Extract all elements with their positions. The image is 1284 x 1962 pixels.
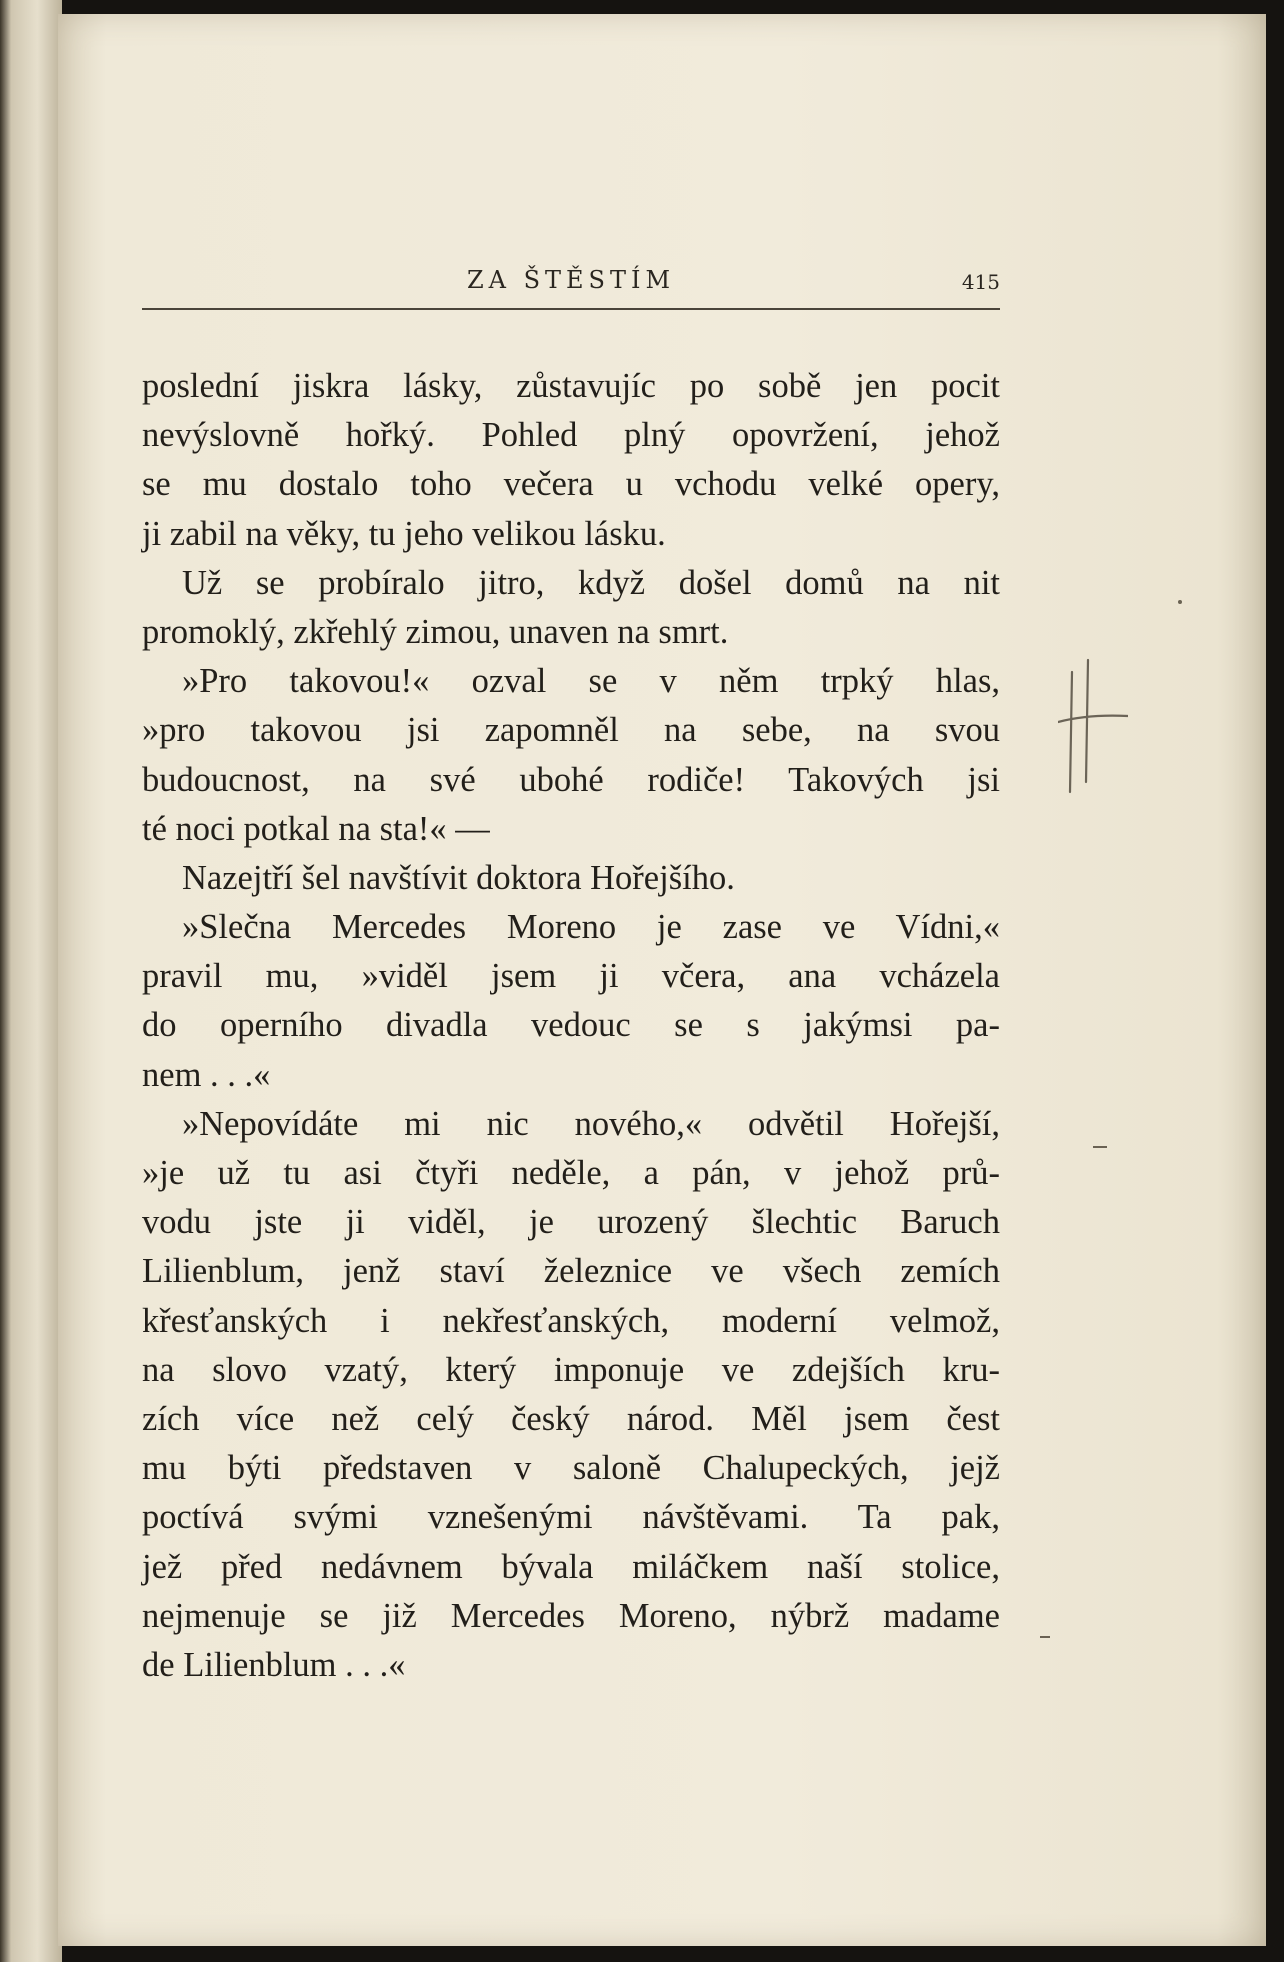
text-line: vodu jste ji viděl, je urozený šlechtic Baruch [142,1203,1000,1242]
text-line: »pro takovou jsi zapomněl na sebe, na svou [142,711,1000,750]
text-line: zích více než celý český národ. Měl jsem čest [142,1399,1000,1438]
text-line: de Lilienblum . . .« [142,1645,406,1684]
text-line: se mu dostalo toho večera u vchodu velké opery, [142,465,1000,504]
text-line: do operního divadla vedouc se s jakýmsi pa- [142,1006,1000,1045]
text-line: »Pro takovou!« ozval se v něm trpký hlas, [182,662,1000,701]
text-line: pravil mu, »viděl jsem ji včera, ana vcházela [142,957,1000,996]
paper-speck [1178,600,1182,604]
text-line: »Slečna Mercedes Moreno je zase ve Vídni,« [182,908,1000,947]
text-line: »Nepovídáte mi nic nového,« odvětil Hořejší, [182,1104,1000,1143]
page-number: 415 [961,270,1000,294]
text-line: na slovo vzatý, který imponuje ve zdejších kru- [142,1350,1000,1389]
text-line: ji zabil na věky, tu jeho velikou lásku. [142,514,666,553]
text-line: nevýslovně hořký. Pohled plný opovržení, jehož [142,416,1000,455]
text-line: jež před nedávnem bývala miláčkem naší stolice, [142,1547,1000,1586]
text-line: »je už tu asi čtyři neděle, a pán, v jehož prů- [142,1154,1000,1192]
text-line: té noci potkal na sta!« — [142,809,490,848]
text-line: Nazejtří šel navštívit doktora Hořejšího. [182,858,735,897]
paper-speck [1040,1636,1050,1638]
text-line: mu býti představen v saloně Chalupeckých, jejž [142,1449,1000,1488]
body-text [142,362,1000,1690]
header-rule [142,308,1000,310]
running-title: ZA ŠTĚSTÍM [466,266,676,294]
text-line: poslední jiskra lásky, zůstavujíc po sobě jen pocit [142,367,1000,405]
text-line: poctívá svými vznešenými návštěvami. Ta pak, [142,1498,1000,1537]
text-line: Už se probíralo jitro, když došel domů na nit [182,563,1000,602]
text-line: promoklý, zkřehlý zimou, unaven na smrt. [142,612,729,651]
text-line: nejmenuje se již Mercedes Moreno, nýbrž madame [142,1596,1000,1635]
pencil-margin-mark-icon [1058,652,1128,802]
text-line: Lilienblum, jenž staví železnice ve všech zemích [142,1252,1000,1291]
text-line: křesťanských i nekřesťanských, moderní velmož, [142,1301,1000,1340]
page-header [142,266,1000,306]
paper-speck [1093,1146,1107,1148]
text-line: nem . . .« [142,1055,271,1094]
text-line: budoucnost, na své ubohé rodiče! Takových jsi [142,760,1000,799]
book-spine-edge [0,0,62,1962]
